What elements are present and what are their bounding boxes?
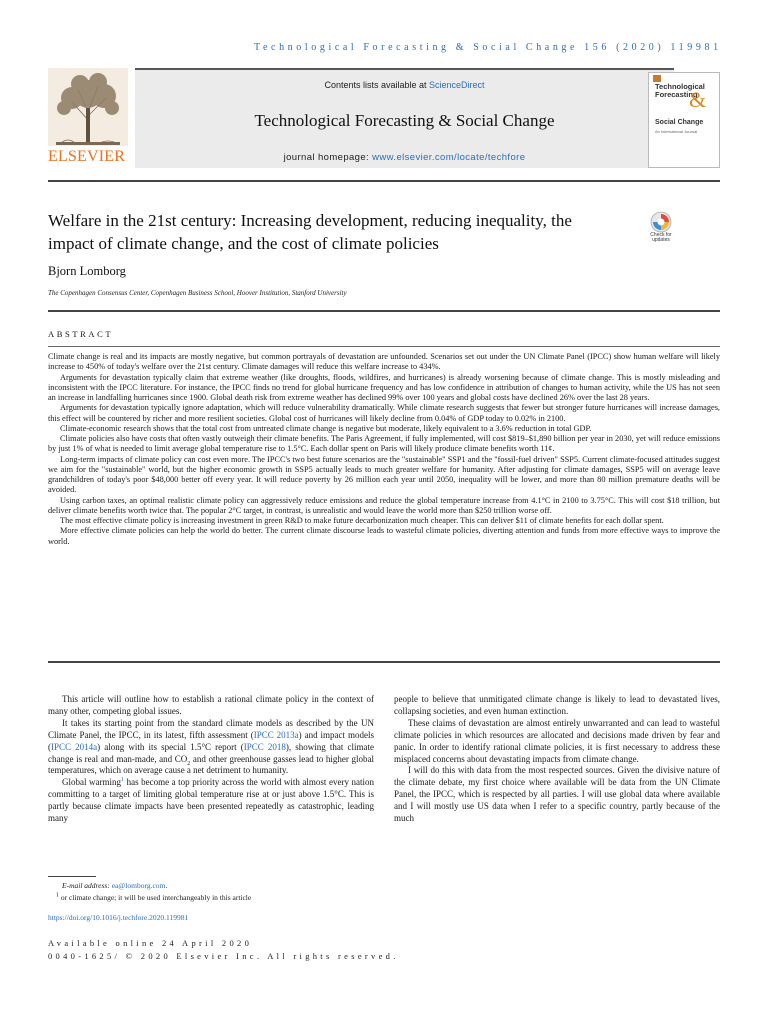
body-paragraph: This article will outline how to establish a rational climate policy in the context of many other, competing global issues.	[48, 694, 374, 716]
body-paragraph: These claims of devastation are almost entirely unwarranted and can lead to wasteful climate policies in which resources are allocated and decisions made driven by fear and panic. In order to identify rational climate policies, it is first necessary to address these misplaced concerns about devastating impacts from climate change.	[394, 717, 720, 764]
text-run: has become a top priority across the world with almost every nation committing to a target of limiting global temperature rise at or just above 1.5°C. This is partly because climate impacts have been presented repeatedly as catastrophic, leading many	[48, 777, 374, 824]
journal-info-box	[135, 68, 674, 168]
abstract-paragraph: The most effective climate policy is increasing investment in green R&D to make future decarbonization much cheaper. This can deliver $11 of climate benefits for each dollar spent.	[60, 516, 664, 525]
author-name: Bjorn Lomborg	[48, 264, 126, 278]
citation-link[interactable]: IPCC 2013a	[253, 729, 299, 740]
contents-line	[135, 80, 674, 90]
footnote-marker[interactable]: 1	[121, 777, 125, 784]
footnote-number: 1	[56, 892, 59, 899]
co2-subscript: 2	[187, 760, 191, 767]
body-paragraph	[48, 718, 374, 778]
check-updates-label: Check for updates	[650, 232, 672, 243]
check-for-updates-badge[interactable]	[647, 211, 675, 251]
body-column-right	[394, 694, 720, 825]
body-column-left	[48, 694, 374, 825]
abstract-paragraph: Climate change is real and its impacts are mostly negative, but common portrayals of devastation are unfounded. Scenarios set out under the UN Climate Panel (IPCC) show human welfare will likely increase to 450% of today's welfare over the 21st century. Climate damages will reduce this welfare increase to 434%.	[48, 352, 720, 372]
cover-tagline: An International Journal	[655, 129, 698, 134]
footnote-1	[56, 893, 656, 902]
citation-link[interactable]: IPCC 2014a	[51, 741, 98, 752]
abstract-paragraph: Arguments for devastation typically ignore adaptation, which will reduce vulnerability dramatically. While climate research suggests that fewer but stronger future hurricanes will increase damages, this effect will be countered by richer and more resilient societies. Global cost of hurricanes will likely decline from 0.04% of GDP today to 0.02% in 2100.	[48, 403, 720, 423]
cover-logo-icon	[653, 75, 661, 82]
abstract-heading: ABSTRACT	[48, 329, 114, 339]
abstract-paragraph: Climate policies also have costs that often vastly outweigh their climate benefits. The Paris Agreement, if fully implemented, will cost $819–$1,890 billion per year in 2030, yet will reduce emissions by just 1% of what is needed to limit average global temperature rise to 1.5°C. Each dollar spent on Paris will likely produce climate benefits worth 11¢.	[48, 434, 720, 454]
header-rule	[48, 180, 720, 182]
available-online: Available online 24 April 2020	[48, 938, 253, 948]
email-suffix: .	[165, 881, 168, 890]
abstract-paragraph: More effective climate policies can help the world do better. The current climate discourse leads to wasteful climate policies, diverting attention and funds from more effective ways to improve the world.	[48, 526, 720, 546]
homepage-line	[135, 152, 674, 163]
abstract-body	[48, 352, 720, 547]
contents-prefix: Contents lists available at	[324, 80, 430, 90]
cover-subtitle: Social Change	[655, 119, 704, 126]
email-label: E-mail address:	[62, 881, 112, 890]
footnote-rule	[48, 876, 96, 877]
abstract-paragraph: Long-term impacts of climate policy can cost even more. The IPCC's two best future scenarios are the "sustainable" SSP1 and the "fossil-fuel driven" SSP5. Current climate-focused attitudes suggest we aim for the "sustainable" world, but the higher economic growth in SSP5 actually leads to much greater welfare for humanity. After adjusting for climate damages, SSP5 will on average leave grandchildren of today's poor $48,000 better off every year. It will reduce poverty by 26 million each year until 2050, inequality will be lower, and more than 80 million premature deaths will be avoided.	[48, 454, 720, 495]
text-run: Global warming	[62, 777, 122, 788]
copyright-line: 0040-1625/ © 2020 Elsevier Inc. All rights reserved.	[48, 951, 399, 961]
sciencedirect-link[interactable]: ScienceDirect	[429, 80, 485, 90]
abstract-bottom-rule	[48, 661, 720, 663]
cover-ampersand: &	[689, 87, 707, 112]
footnote-text: or climate change; it will be used interchangeably in this article	[59, 893, 252, 902]
elsevier-wordmark: ELSEVIER	[48, 148, 126, 165]
doi-link[interactable]: https://doi.org/10.1016/j.techfore.2020.119981	[48, 913, 189, 922]
text-run: and other greenhouse gasses lead to higher global temperatures, which on average cause a net detriment to humanity.	[48, 753, 374, 776]
email-footnote	[62, 881, 662, 890]
text-run: ), showing that climate change is real and man-made, and CO	[48, 741, 375, 764]
body-paragraph	[48, 777, 374, 825]
text-run: ) and impact models (	[48, 729, 374, 752]
body-paragraph: I will do this with data from the most respected sources. Given the divisive nature of the climate debate, my first choice where available will be data from the UN Climate Panel, the IPCC, which is respected by all parties. I will use global data where available and I will mostly use US data when I refer to a specific country, partly because of the much	[394, 765, 720, 824]
check-updates-icon	[647, 211, 675, 233]
journal-masthead	[48, 68, 720, 170]
abstract-heading-rule	[48, 346, 720, 347]
abstract-paragraph: Climate-economic research shows that the total cost from untreated climate change is negative but moderate, likely equivalent to a 3.6% reduction in total GDP.	[60, 423, 592, 433]
body-paragraph: people to believe that unmitigated climate change is likely to lead to devastated lives, collapsing societies, and even human extinction.	[394, 694, 720, 716]
homepage-prefix: journal homepage:	[283, 152, 373, 163]
abstract-top-rule	[48, 310, 720, 312]
author-affiliation: The Copenhagen Consensus Center, Copenhagen Business School, Hoover Institution, Stanford University	[48, 289, 347, 297]
text-run: It takes its starting point from the standard climate models as described by the UN Climate Panel, the IPCC, in its latest, fifth assessment (	[48, 717, 374, 740]
journal-title: Technological Forecasting & Social Change	[254, 111, 555, 130]
citation-link[interactable]: IPCC 2018	[243, 741, 286, 752]
journal-cover-thumbnail[interactable]	[648, 72, 720, 168]
abstract-paragraph: Arguments for devastation typically claim that extreme weather (like droughts, floods, wildfires, and hurricanes) is already worsening because of climate change. This is mostly misleading and inconsistent with the IPCC literature. For instance, the IPCC finds no trend for global hurricane frequency and has low confidence in attribution of changes to human activity, while the US has not seen an increase in landfalling hurricanes since 1900. Global death risk from extreme weather has declined 99% over 100 years and global costs have declined 26% over the last 28 years.	[48, 372, 720, 402]
journal-homepage-link[interactable]: www.elsevier.com/locate/techfore	[372, 152, 526, 163]
cover-title: Technological Forecasting	[655, 82, 705, 99]
author-email-link[interactable]: ea@lomborg.com	[111, 881, 166, 890]
running-head[interactable]: Technological Forecasting & Social Change 156 (2020) 119981	[254, 42, 722, 53]
abstract-paragraph: Using carbon taxes, an optimal realistic climate policy can aggressively reduce emissions and reduce the global temperature increase from 4.1°C in 2100 to 3.75°C. This will cost $18 trillion, but deliver climate benefits worth twice that. The popular 2°C target, in contrast, is unrealistic and would leave the world more than $250 trillion worse off.	[48, 495, 720, 515]
article-title: Welfare in the 21st century: Increasing development, reducing inequality, the impact of climate change, and the cost of climate policies	[48, 211, 572, 253]
text-run: ) along with its special 1.5°C report (	[97, 741, 244, 752]
